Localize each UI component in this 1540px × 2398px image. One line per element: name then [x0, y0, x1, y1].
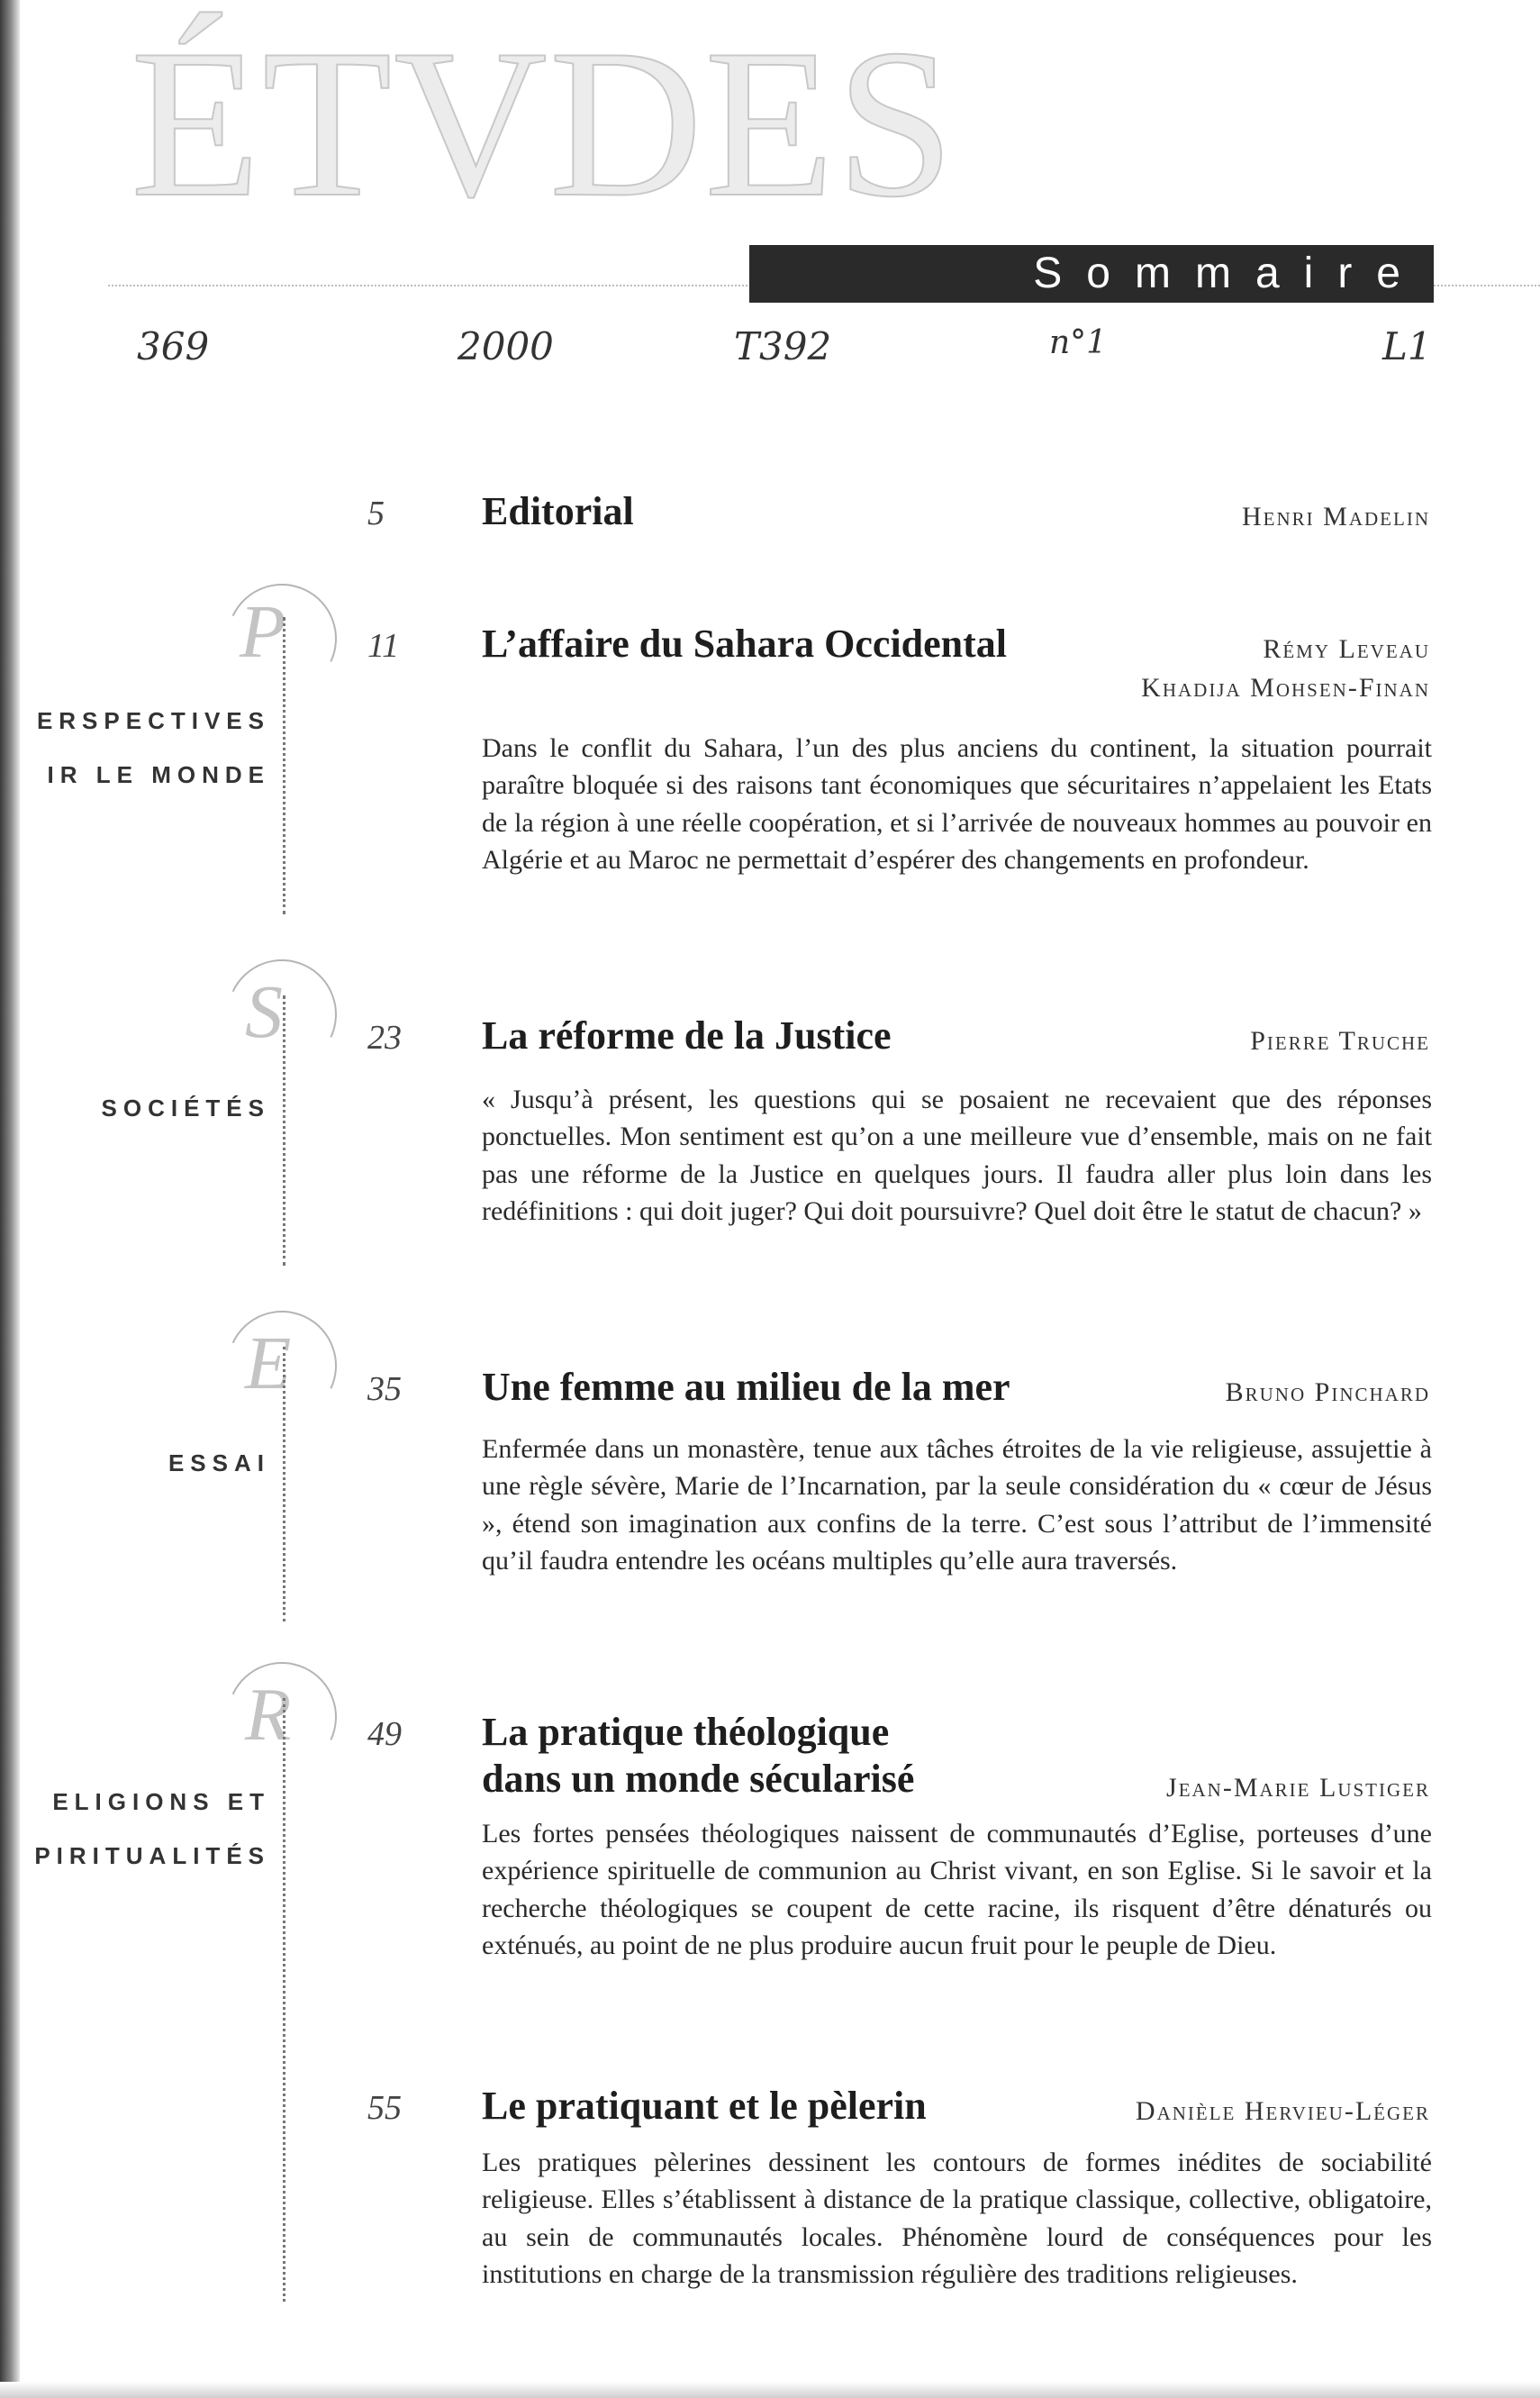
article-abstract: Les fortes pensées théologiques naissent de communautés d’Eglise, porteuses d’une expérience spirituelle de communion au Christ vivant, en son Eglise. Si le savoir et la recherche théologiques se coupent de cette racine, ils risquent d’être dénaturés ou exténués, au point de ne plus produire aucun fruit pour le peuple de Dieu. [482, 1819, 1432, 1961]
author-name: Jean-Marie Lustiger [1166, 1773, 1430, 1803]
section-dotted-line [283, 995, 285, 1266]
author-list [1166, 1768, 1430, 1807]
article-title-line: La pratique théologique [482, 1710, 890, 1754]
handwritten-year: 2000 [457, 324, 554, 368]
section-label-line: ELIGIONS ET [52, 1788, 270, 1815]
section-label-line: IR LE MONDE [47, 761, 270, 788]
article-title[interactable]: Une femme au milieu de la mer [482, 1365, 1010, 1409]
article-title[interactable]: L’affaire du Sahara Occidental [482, 622, 1008, 666]
handwritten-number: n°1 [1049, 324, 1108, 361]
author-name: Rémy Leveau [1263, 634, 1430, 664]
section-letter-e: E [245, 1322, 292, 1405]
page-number: 35 [367, 1370, 402, 1408]
author-name: Khadija Mohsen-Finan [1141, 673, 1430, 703]
author-list [1242, 497, 1430, 536]
section-label-religions [34, 1775, 270, 1883]
article-abstract: « Jusqu’à présent, les questions qui se posaient ne recevaient que des réponses ponctuelles. Mon sentiment est qu’on a une meilleure vue d’ensemble, mais on ne fait pas une réforme de la Justice en quelques jours. Il faudra aller plus loin dans les redéfinitions : qui doit juger? Qui doit poursuivre? Quel doit être le statut de chacun? » [482, 1085, 1432, 1227]
author-list [1141, 630, 1430, 707]
section-label-perspectives [37, 694, 270, 802]
article-title[interactable] [482, 1709, 914, 1803]
section-label-line: SOCIÉTÉS [101, 1095, 270, 1122]
article-title[interactable]: La réforme de la Justice [482, 1013, 892, 1058]
section-label-essai [168, 1436, 270, 1490]
section-label-societes [102, 1081, 270, 1135]
page-bottom-edge [0, 2382, 1540, 2398]
sommaire-banner: Sommaire [749, 245, 1434, 303]
section-letter-r: R [245, 1673, 292, 1757]
handwritten-tome: T392 [734, 324, 832, 368]
section-label-line: ESSAI [168, 1449, 270, 1476]
section-letter-p: P [240, 590, 286, 674]
author-list [1136, 2092, 1430, 2130]
handwritten-volume: 369 [137, 324, 210, 368]
article-title-line: dans un monde sécularisé [482, 1757, 915, 1801]
journal-masthead: ÉTVDES [131, 6, 956, 241]
page-number: 11 [367, 627, 400, 665]
section-dotted-line [283, 1698, 285, 2302]
author-list [1226, 1373, 1430, 1412]
author-name: Henri Madelin [1242, 502, 1430, 531]
article-abstract: Enfermée dans un monastère, tenue aux tâches étroites de la vie religieuse, assujettie à une règle sévère, Marie de l’Incarnation, par la seule considération du « cœur de Jésus », étend son imagination aux confins de la terre. C’est sous l’attribut de l’immensité qu’il faudra entendre les océans multiples qu’elle aura traversés. [482, 1434, 1432, 1576]
page-number: 5 [367, 495, 385, 532]
author-name: Pierre Truche [1250, 1026, 1430, 1056]
page-number: 49 [367, 1715, 402, 1753]
article-abstract: Dans le conflit du Sahara, l’un des plus anciens du continent, la situation pourrait paraître bloquée si des raisons tant économiques que sécuritaires n’appelaient les Etats de la région à une réelle coopération, et si l’arrivée de nouveaux hommes au pouvoir en Algérie et au Maroc ne permettait d’espérer des changements en profondeur. [482, 733, 1432, 876]
section-label-line: PIRITUALITÉS [34, 1842, 270, 1869]
page-number: 23 [367, 1019, 402, 1057]
section-dotted-line [283, 1347, 285, 1621]
article-title[interactable]: Le pratiquant et le pèlerin [482, 2084, 927, 2128]
author-list [1250, 1022, 1430, 1060]
page-number: 55 [367, 2089, 402, 2127]
handwritten-shelf: L1 [1382, 324, 1432, 368]
article-abstract: Les pratiques pèlerines dessinent les contours de formes inédites de sociabilité religieuse. Elles s’établissent à distance de la pratique classique, collective, obligatoire, au sein de communautés locales. Phénomène lourd de conséquences pour les institutions en charge de la transmission régulière des traditions religieuses. [482, 2148, 1432, 2290]
page-edge [0, 0, 20, 2398]
section-dotted-line [283, 617, 285, 914]
author-name: Danièle Hervieu-Léger [1135, 2096, 1430, 2126]
author-name: Bruno Pinchard [1225, 1377, 1430, 1407]
article-title[interactable]: Editorial [482, 489, 634, 533]
section-label-line: ERSPECTIVES [36, 707, 270, 734]
section-letter-s: S [245, 970, 283, 1054]
